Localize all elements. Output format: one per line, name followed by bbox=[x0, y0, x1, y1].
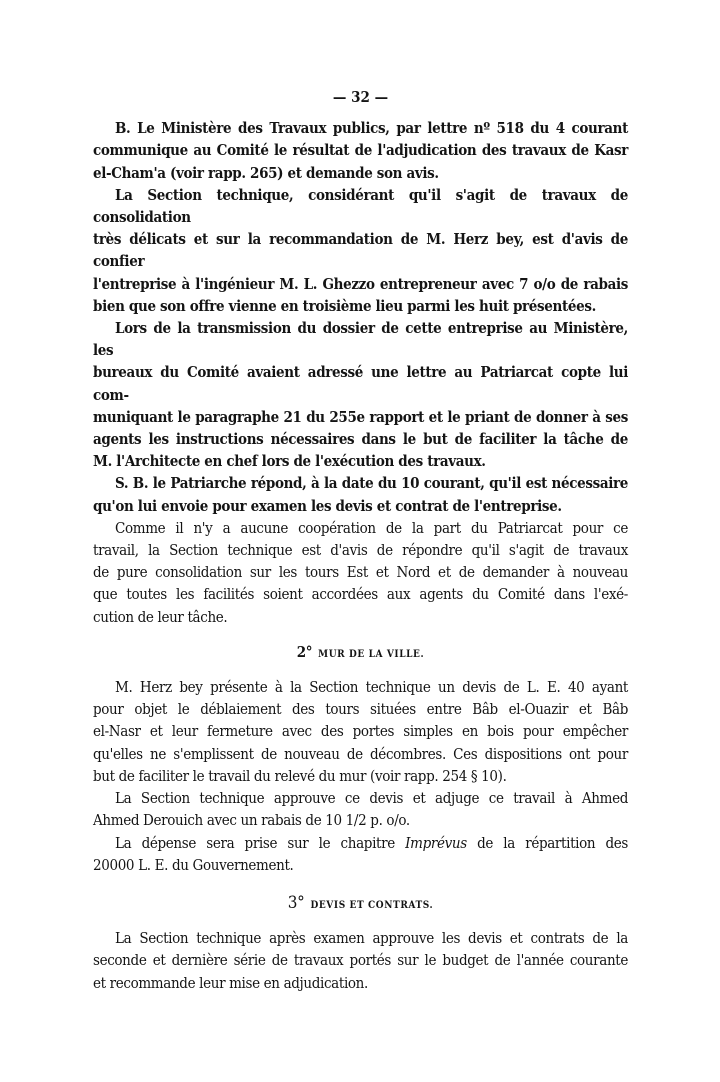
text-line: communique au Comité le résultat de l'adjudication des travaux de Kasr bbox=[93, 141, 628, 160]
text-line: el-Cham'a (voir rapp. 265) et demande son avis. bbox=[93, 163, 439, 182]
document-page bbox=[93, 86, 628, 994]
text-line: Lors de la transmission du dossier de cette entreprise au Ministère, les bbox=[93, 319, 628, 360]
text-line: M. Herz bey présente à la Section technique un devis de L. E. 40 ayant bbox=[115, 678, 628, 697]
text-line: seconde et dernière série de travaux portés sur le budget de l'année courante bbox=[93, 951, 628, 970]
text-line: S. B. le Patriarche répond, à la date du 10 courant, qu'il est nécessaire bbox=[115, 474, 628, 493]
text-line: que toutes les facilités soient accordées aux agents du Comité dans l'exé- bbox=[93, 585, 628, 604]
section-title: DEVIS ET CONTRATS. bbox=[310, 899, 434, 911]
text-line: muniquant le paragraphe 21 du 255e rapport et le priant de donner à ses bbox=[93, 407, 628, 426]
paragraph-section-technique-avis bbox=[93, 184, 628, 317]
page-number: — 32 — bbox=[332, 88, 389, 106]
paragraph-adjuge-travail bbox=[93, 787, 628, 831]
section-number: 3° bbox=[287, 892, 305, 913]
section-title: MUR DE LA VILLE. bbox=[318, 648, 425, 660]
section-heading-mur-de-la-ville bbox=[93, 641, 628, 666]
paragraph-aucune-cooperation bbox=[93, 517, 628, 628]
text-line: qu'on lui envoie pour examen les devis et contrat de l'entreprise. bbox=[93, 496, 562, 515]
text-line: La Section technique, considérant qu'il s'agit de travaux de consolidation bbox=[93, 185, 628, 227]
text-line: 20000 L. E. du Gouvernement. bbox=[93, 855, 294, 874]
section-heading-devis-et-contrats bbox=[93, 892, 628, 917]
text-line: bien que son offre vienne en troisième lieu parmi les huit présentées. bbox=[93, 296, 596, 315]
paragraph-transmission-dossier bbox=[93, 317, 628, 472]
text-line: qu'elles ne s'emplissent de nouveau de décombres. Ces dispositions ont pour bbox=[93, 744, 628, 763]
text-line bbox=[93, 832, 628, 854]
text-line: but de faciliter le travail du relevé du mur (voir rapp. 254 § 10). bbox=[93, 766, 507, 785]
text-line: el-Nasr et leur fermeture avec des portes simples en bois pour empêcher bbox=[93, 722, 628, 741]
text-line: très délicats et sur la recommandation de M. Herz bey, est d'avis de confier bbox=[93, 230, 628, 271]
paragraph-herz-bey-devis bbox=[93, 676, 628, 787]
text-line: agents les instructions nécessaires dans le but de faciliter la tâche de bbox=[93, 430, 628, 449]
paragraph-patriarche-repond bbox=[93, 472, 628, 516]
text-line: B. Le Ministère des Travaux publics, par lettre nº 518 du 4 courant bbox=[115, 119, 628, 138]
text-line: l'entreprise à l'ingénieur M. L. Ghezzo entrepreneur avec 7 o/o de rabais bbox=[93, 274, 628, 293]
paragraph-approuve-devis-contrats bbox=[93, 927, 628, 994]
text-line: La Section technique approuve ce devis et adjuge ce travail à Ahmed bbox=[115, 789, 628, 808]
text-line: M. l'Architecte en chef lors de l'exécution des travaux. bbox=[93, 452, 486, 471]
text-line: bureaux du Comité avaient adressé une lettre au Patriarcat copte lui com- bbox=[93, 363, 628, 404]
text-line: de pure consolidation sur les tours Est et Nord et de demander à nouveau bbox=[93, 563, 628, 582]
text-line: cution de leur tâche. bbox=[93, 607, 228, 626]
text-line: travail, la Section technique est d'avis de répondre qu'il s'agit de travaux bbox=[93, 541, 628, 560]
text-line: Comme il n'y a aucune coopération de la part du Patriarcat pour ce bbox=[115, 518, 628, 537]
text-line: La Section technique après examen approuve les devis et contrats de la bbox=[115, 929, 628, 948]
italic-term-imprevus: Imprévus bbox=[405, 833, 467, 852]
section-number: 2° bbox=[296, 642, 313, 661]
text-line: Ahmed Derouich avec un rabais de 10 1/2 p. o/o. bbox=[93, 811, 410, 830]
text-span: La dépense sera prise sur le chapitre bbox=[115, 833, 406, 852]
text-line: pour objet le déblaiement des tours situées entre Bâb el-Ouazir et Bâb bbox=[93, 700, 628, 719]
paragraph-depense bbox=[93, 832, 628, 876]
text-span: de la répartition des bbox=[466, 833, 628, 852]
paragraph-b-ministere bbox=[93, 117, 628, 184]
text-line: et recommande leur mise en adjudication. bbox=[93, 973, 368, 992]
